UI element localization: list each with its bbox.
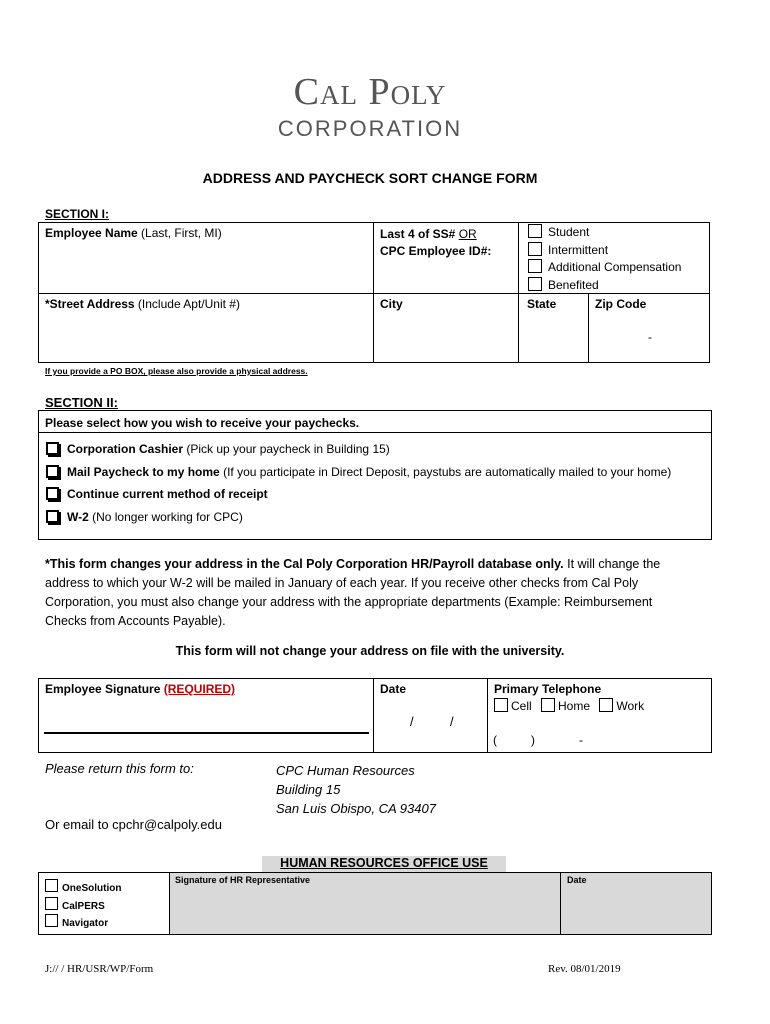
date-slash-2: / (450, 714, 454, 729)
type-student[interactable]: Student (528, 224, 681, 242)
section2-instruction: Please select how you wish to receive your paychecks. (45, 416, 360, 430)
check-calpers[interactable]: CalPERS (45, 897, 121, 915)
university-notice: This form will not change your address on file with the university. (175, 644, 565, 658)
return-label: Please return this form to: (45, 761, 194, 776)
employee-name-hint: (Last, First, MI) (137, 226, 222, 240)
date-label[interactable]: Date (380, 682, 407, 696)
logo-line1: Cal Poly (293, 71, 447, 113)
logo-line2: CORPORATION (277, 116, 463, 141)
street-label: *Street Address (45, 297, 135, 311)
phone-cell-option[interactable]: Cell (494, 699, 532, 713)
footer-rev: Rev. 08/01/2019 (548, 963, 621, 975)
navigator-checkbox[interactable] (45, 914, 58, 927)
logo (260, 72, 480, 142)
continue-checkbox[interactable] (46, 487, 59, 500)
intermittent-checkbox[interactable] (528, 242, 542, 256)
section2-heading: SECTION II: (45, 395, 118, 410)
ssn-label: Last 4 of SS# (380, 227, 459, 241)
street-cell[interactable] (39, 294, 246, 314)
work-checkbox[interactable] (599, 698, 613, 712)
type-additional[interactable]: Additional Compensation (528, 259, 681, 277)
date-slash-1: / (410, 714, 414, 729)
po-box-note: If you provide a PO BOX, please also provide a physical address. (45, 366, 308, 376)
benefited-checkbox[interactable] (528, 277, 542, 291)
student-checkbox[interactable] (528, 224, 542, 238)
employee-name-cell[interactable] (39, 223, 228, 243)
onesolution-checkbox[interactable] (45, 879, 58, 892)
cpc-id-label: CPC Employee ID#: (380, 244, 492, 258)
phone-close-paren: ) (531, 733, 535, 747)
phone-cell[interactable] (488, 679, 650, 716)
hr-date-label: Date (567, 875, 587, 885)
zip-label[interactable]: Zip Code (595, 297, 647, 311)
city-label[interactable]: City (380, 297, 403, 311)
type-intermittent[interactable]: Intermittent (528, 242, 681, 260)
option-cashier[interactable]: Corporation Cashier (Pick up your paycheck in Building 15) (46, 438, 671, 461)
signature-label: Employee Signature (45, 682, 164, 696)
notice-paragraph: *This form changes your address in the Cal Poly Corporation HR/Payroll database only. It will change the address to which your W-2 will be mailed in January of each year. If you receive other checks from Cal Poly Corporation, you must also change your address with the appropriate departments (Example: Reimbursement Checks from Accounts Payable). (45, 557, 661, 628)
home-checkbox[interactable] (541, 698, 555, 712)
ssn-cell[interactable] (374, 223, 497, 263)
check-onesolution[interactable]: OneSolution (45, 879, 121, 897)
phone-work-option[interactable]: Work (599, 699, 644, 713)
cell-checkbox[interactable] (494, 698, 508, 712)
option-continue[interactable]: Continue current method of receipt (46, 483, 671, 506)
form-title: ADDRESS AND PAYCHECK SORT CHANGE FORM (202, 170, 538, 186)
phone-label: Primary Telephone (494, 682, 602, 696)
cashier-checkbox[interactable] (46, 442, 59, 455)
office-checks (45, 879, 121, 932)
paycheck-options (46, 438, 671, 528)
employee-name-label: Employee Name (45, 226, 138, 240)
section1-heading: SECTION I: (45, 207, 110, 221)
street-hint: (Include Apt/Unit #) (134, 297, 240, 311)
option-w2[interactable]: W-2 (No longer working for CPC) (46, 506, 671, 529)
calpers-checkbox[interactable] (45, 897, 58, 910)
state-label[interactable]: State (527, 297, 557, 311)
w2-checkbox[interactable] (46, 510, 59, 523)
office-use-heading: HUMAN RESOURCES OFFICE USE (262, 856, 506, 872)
hr-sig-label: Signature of HR Representative (175, 875, 311, 885)
option-mail[interactable]: Mail Paycheck to my home (If you participate in Direct Deposit, paystubs are automatically mailed to your home) (46, 461, 671, 484)
additional-comp-checkbox[interactable] (528, 259, 542, 273)
signature-cell[interactable] (39, 679, 241, 699)
phone-dash: - (579, 733, 583, 747)
ssn-or: OR (458, 227, 477, 241)
phone-home-option[interactable]: Home (541, 699, 590, 713)
check-navigator[interactable]: Navigator (45, 914, 121, 932)
footer-path: J:// / HR/USR/WP/Form (45, 963, 154, 975)
return-address: CPC Human Resources Building 15 San Luis Obispo, CA 93407 (276, 763, 436, 816)
type-benefited[interactable]: Benefited (528, 277, 681, 295)
zip-dash: - (648, 330, 652, 344)
mail-checkbox[interactable] (46, 465, 59, 478)
signature-line (44, 732, 369, 734)
employee-type-cell (524, 222, 685, 296)
return-email: Or email to cpchr@calpoly.edu (45, 817, 222, 832)
required-label: (REQUIRED) (163, 682, 236, 696)
phone-open-paren: ( (493, 733, 497, 747)
